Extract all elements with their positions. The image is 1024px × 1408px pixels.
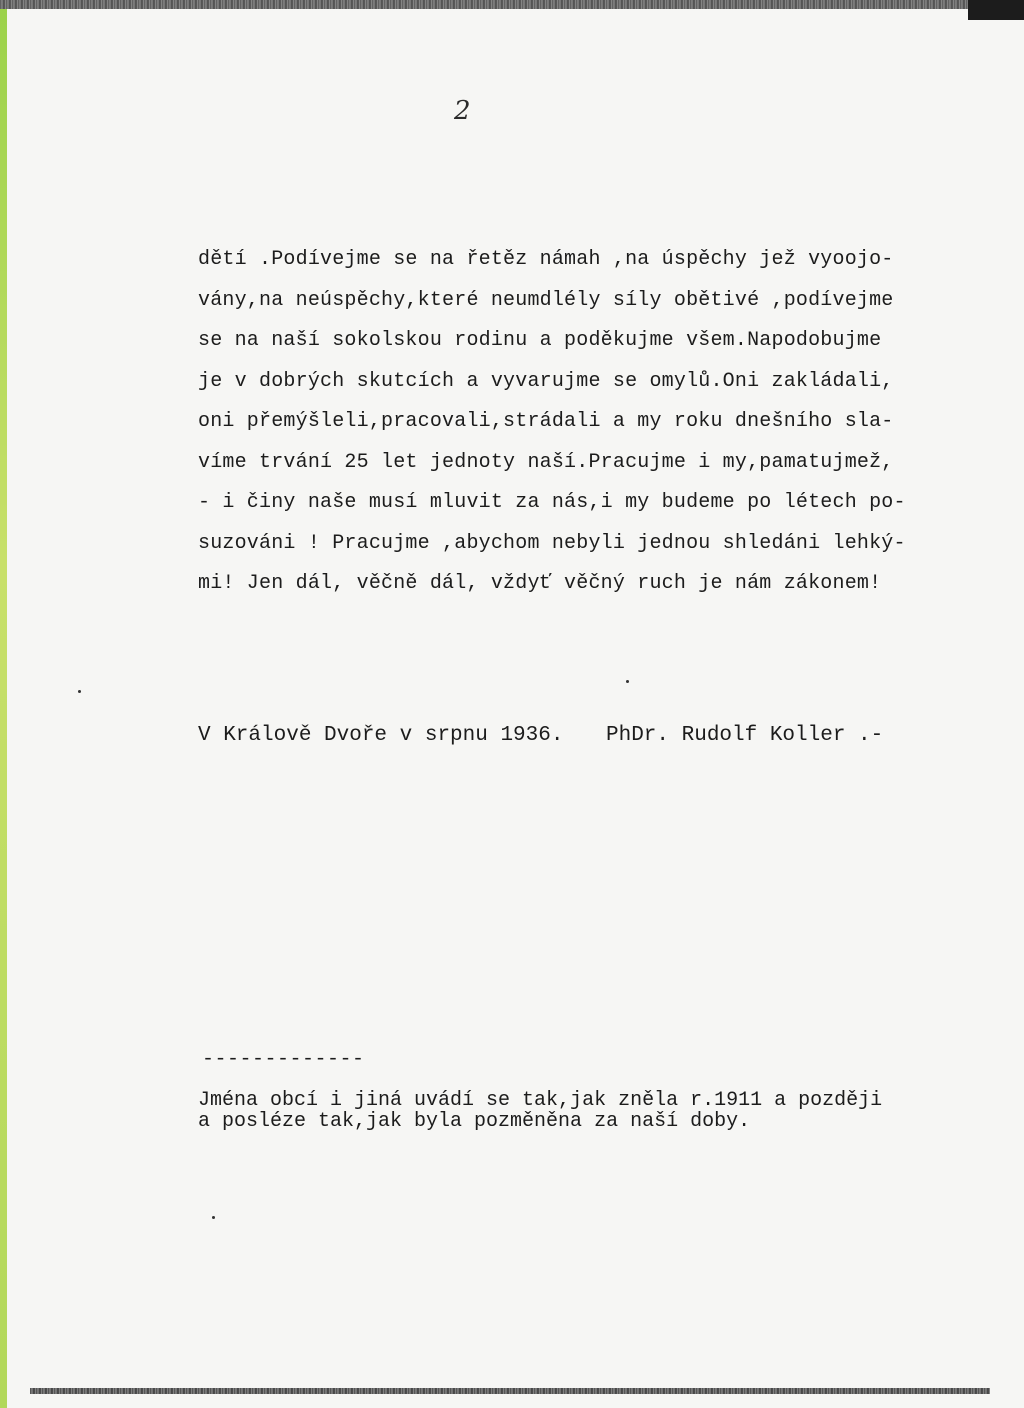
body-line: se na naší sokolskou rodinu a poděkujme všem.Napodobujme	[198, 329, 882, 352]
scan-speck	[212, 1216, 215, 1219]
footnote-line: Jména obcí i jiná uvádí se tak,jak zněla r.1911 a později	[198, 1089, 883, 1112]
footnote	[198, 1090, 918, 1132]
footnote-line: a posléze tak,jak byla pozměněna za naší doby.	[198, 1110, 751, 1133]
body-line: suzováni ! Pracujme ,abychom nebyli jednou shledáni lehký-	[198, 531, 906, 555]
body-text	[198, 240, 918, 605]
body-line: je v dobrých skutcích a vyvarujme se omylů.Oni zakládali,	[198, 369, 894, 393]
scan-edge-top-block	[968, 0, 1024, 20]
scan-edge-left	[0, 0, 7, 1408]
page-number: 2	[454, 96, 471, 126]
body-line: oni přemýšleli,pracovali,strádali a my roku dnešního sla-	[198, 410, 894, 433]
scan-edge-bottom	[30, 1388, 990, 1394]
body-line: dětí .Podívejme se na řetěz námah ,na úspěchy jež vyoojo-	[198, 248, 894, 271]
footnote-rule: -------------	[202, 1048, 365, 1071]
author-name: PhDr. Rudolf Koller .-	[606, 724, 884, 747]
body-line: vány,na neúspěchy,které neumdlély síly obětivé ,podívejme	[198, 288, 894, 312]
body-line: mi! Jen dál, věčně dál, vždyť věčný ruch je nám zákonem!	[198, 572, 882, 595]
body-line: - i činy naše musí mluvit za nás,i my budeme po létech po-	[198, 491, 906, 514]
signature-line	[198, 724, 884, 816]
body-line: víme trvání 25 let jednoty naší.Pracujme i my,pamatujmež,	[198, 450, 894, 474]
scan-speck	[626, 680, 629, 683]
place-date: V Králově Dvoře v srpnu 1936.	[198, 724, 564, 747]
scan-edge-top	[0, 0, 1024, 9]
scan-speck	[78, 690, 81, 693]
